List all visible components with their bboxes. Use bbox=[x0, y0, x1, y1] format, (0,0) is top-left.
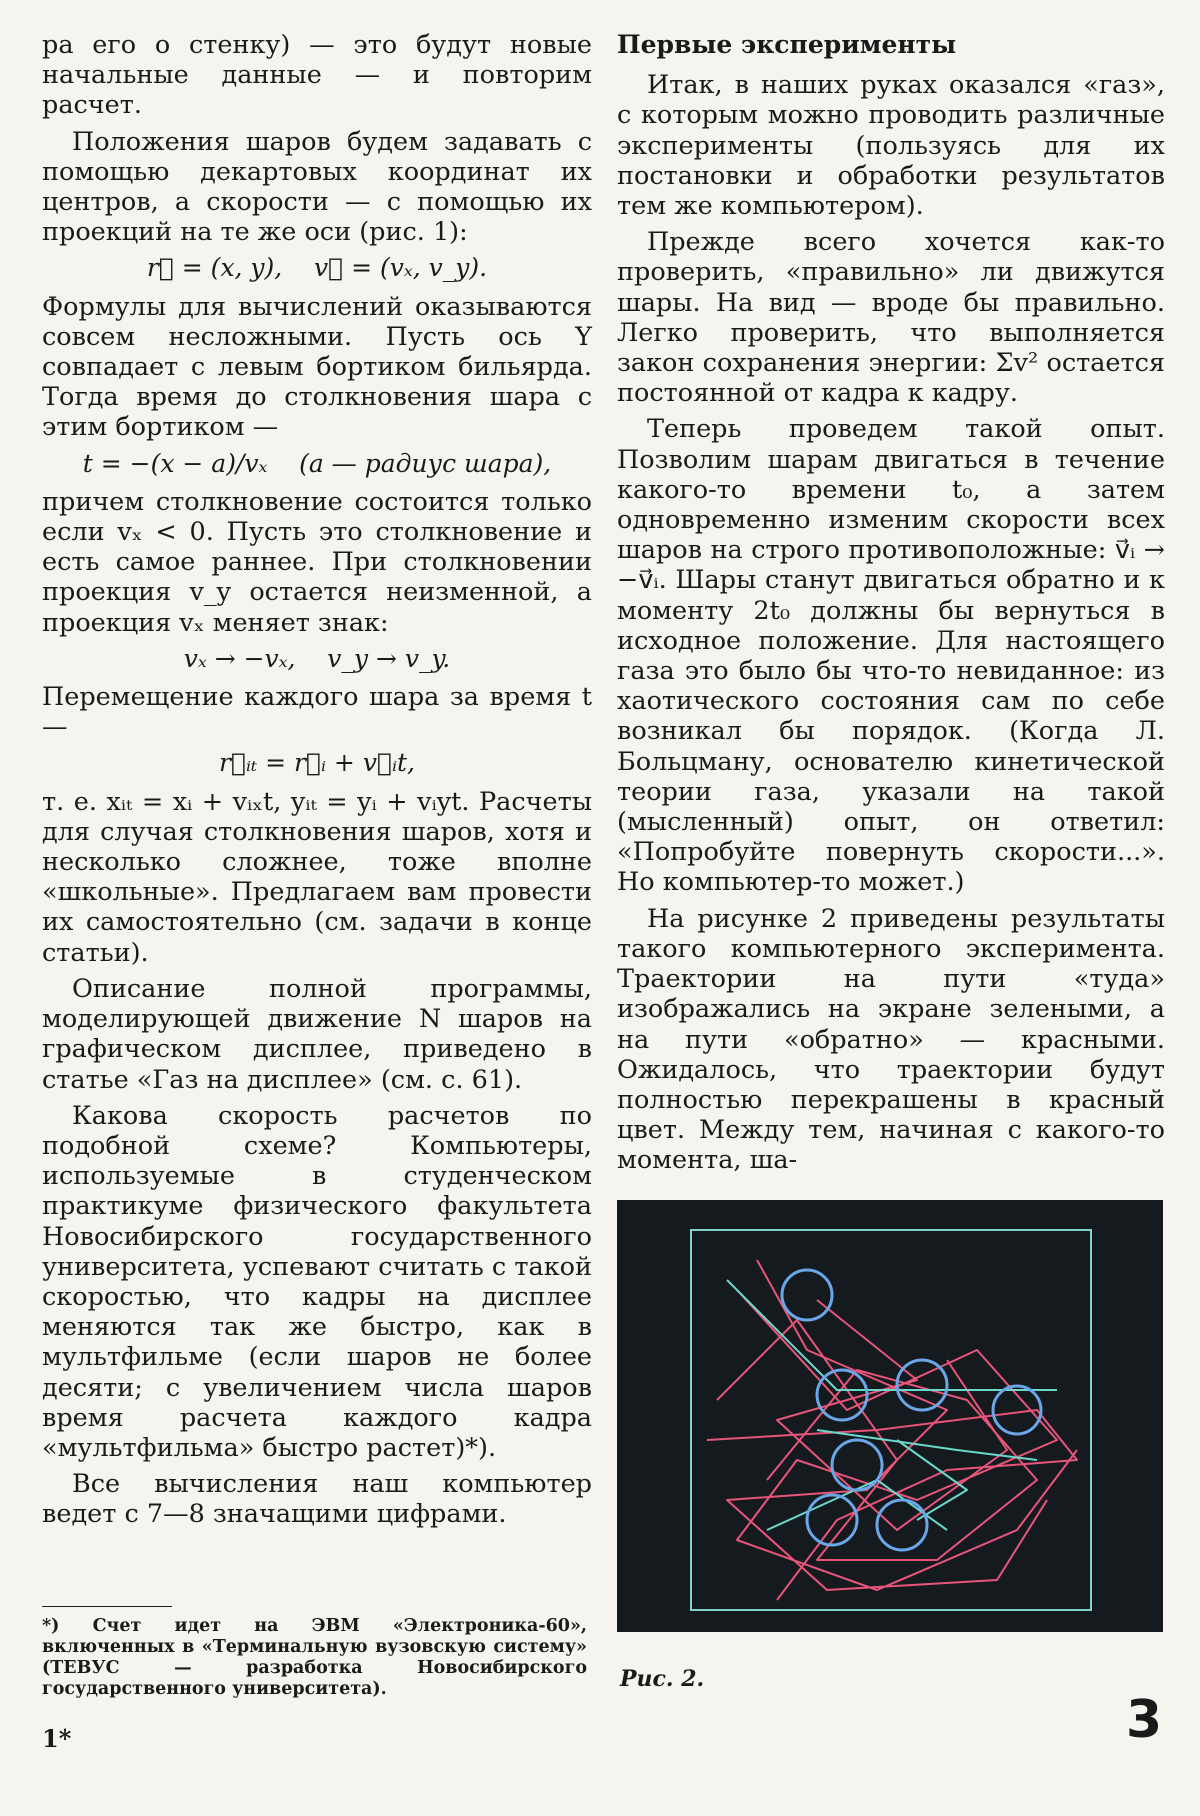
paragraph: Теперь проведем такой опыт. Позволим шарам двигаться в течение какого-то времени t₀, а затем одновременно изменим скорости всех шаров на строго противоположные: v⃗ᵢ → −v⃗ᵢ. Шары станут двигаться обратно и к моменту 2t₀ должны бы вернуться в исходное положение. Для настоящего газа это было бы что-то невиданное: из хаотического состояния сам по себе возникал бы порядок. (Когда Л. Больцману, основателю кинетической теории газа, указали на такой (мысленный) опыт, он ответил: «Попробуйте повернуть скорости...». Но компьютер-то может.) bbox=[617, 414, 1165, 898]
paragraph: Все вычисления наш компьютер ведет с 7—8 значащими цифрами. bbox=[42, 1469, 592, 1530]
formula: r⃗ = (x, y), v⃗ = (vₓ, v_y). bbox=[146, 253, 488, 283]
paragraph: Какова скорость расчетов по подобной схеме? Компьютеры, используемые в студенческом практикуме физического факультета Новосибирского государственного университета, успевают считать с такой скоростью, что кадры на дисплее меняются так же быстро, как в мультфильме (если шаров не более десяти; с увеличением числа шаров время расчета каждого кадра «мультфильма» быстро растет)*). bbox=[42, 1100, 592, 1463]
left-column bbox=[42, 30, 592, 1536]
figure-2-image bbox=[617, 1200, 1163, 1632]
figure-caption: Рис. 2. bbox=[620, 1666, 705, 1692]
footnote-divider bbox=[42, 1606, 172, 1607]
page-number: 3 bbox=[1126, 1690, 1163, 1750]
right-column bbox=[617, 30, 1165, 1182]
paragraph: Итак, в наших руках оказался «газ», с которым можно проводить различные эксперименты (пользуясь для их постановки и обработки результатов тем же компьютером). bbox=[617, 70, 1165, 222]
paragraph: Описание полной программы, моделирующей движение N шаров на графическом дисплее, приведено в статье «Газ на дисплее» (см. с. 61). bbox=[42, 973, 592, 1095]
display-frame bbox=[691, 1230, 1091, 1610]
formula: r⃗ᵢₜ = r⃗ᵢ + v⃗ᵢt, bbox=[219, 748, 415, 778]
paragraph: Перемещение каждого шара за время t — bbox=[42, 682, 592, 743]
paragraph: Прежде всего хочется как-то проверить, «правильно» ли движутся шары. На вид — вроде бы правильно. Легко проверить, что выполняется закон сохранения энергии: Σv² остается постоянной от кадра к кадру. bbox=[617, 227, 1165, 409]
paragraph: ра его о стенку) — это будут новые начальные данные — и повторим расчет. bbox=[42, 30, 592, 121]
paragraph: т. е. xᵢₜ = xᵢ + vᵢₓt, yᵢₜ = yᵢ + vᵢyt. Расчеты для случая столкновения шаров, хотя и несколько сложнее, тоже вполне «школьные». Предлагаем вам провести их самостоятельно (см. задачи в конце статьи). bbox=[42, 786, 592, 968]
paragraph: Положения шаров будем задавать с помощью декартовых координат их центров, а скорости — с помощью их проекций на те же оси (рис. 1): bbox=[42, 126, 592, 248]
paragraph: причем столкновение состоится только если vₓ < 0. Пусть это столкновение и есть самое раннее. При столкновении проекция v_y остается неизменной, а проекция vₓ меняет знак: bbox=[42, 486, 592, 638]
footnote: *) Счет идет на ЭВМ «Электроника-60», включенных в «Терминальную вузовскую систему» (ТЕВУС — разработка Новосибирского государственного университета). bbox=[42, 1616, 587, 1699]
paragraph: Формулы для вычислений оказываются совсем несложными. Пусть ось Y совпадает с левым бортиком бильярда. Тогда время до столкновения шара с этим бортиком — bbox=[42, 291, 592, 443]
signature-mark: 1* bbox=[42, 1724, 72, 1753]
paragraph: На рисунке 2 приведены результаты такого компьютерного эксперимента. Траектории на пути «туда» изображались на экране зелеными, а на пути «обратно» — красными. Ожидалось, что траектории будут полностью перекрашены в красный цвет. Между тем, начиная с какого-то момента, ша- bbox=[617, 903, 1165, 1176]
formula: t = −(x − a)/vₓ (a — радиус шара), bbox=[82, 448, 552, 478]
section-title: Первые эксперименты bbox=[617, 30, 957, 59]
trajectory-picture bbox=[617, 1200, 1163, 1632]
formula: vₓ → −vₓ, v_y → v_y. bbox=[183, 643, 451, 673]
